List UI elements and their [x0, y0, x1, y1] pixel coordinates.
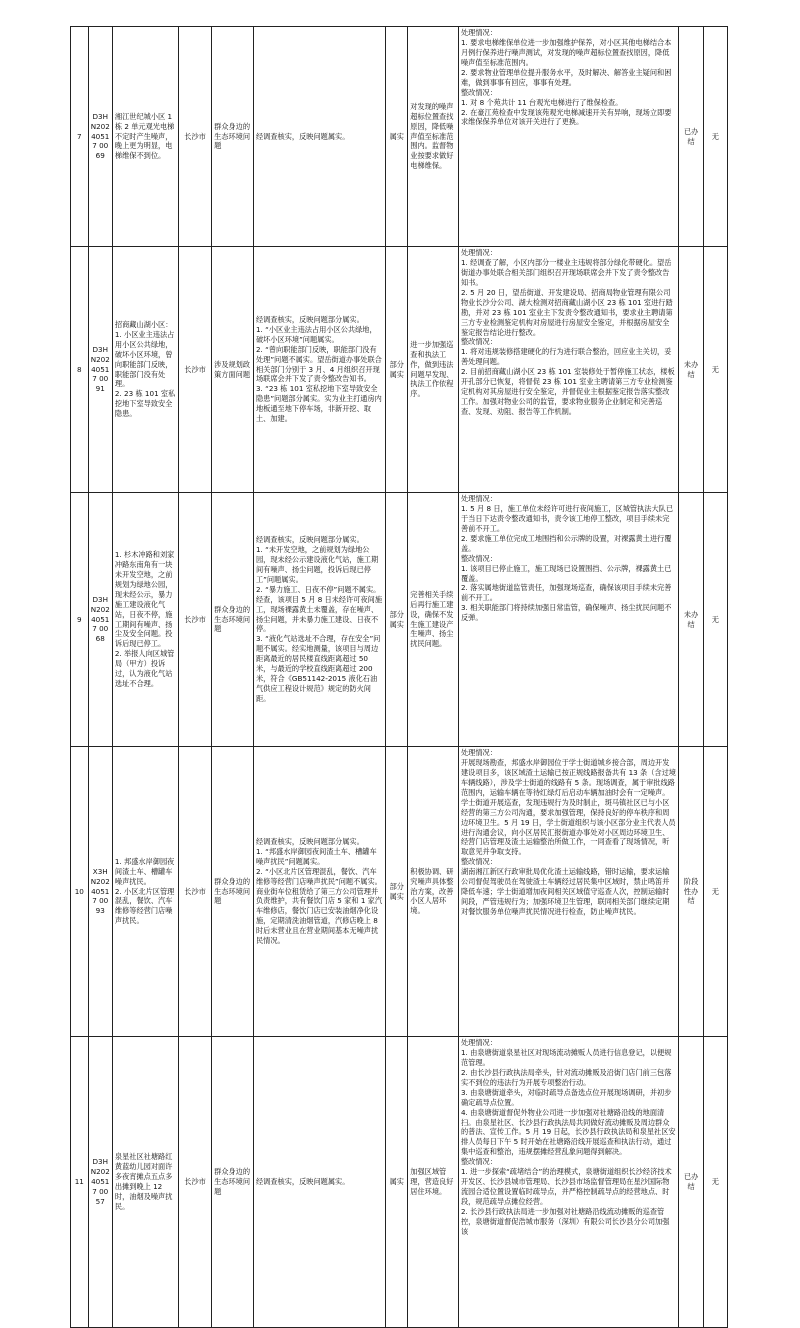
accountability: 无: [703, 27, 727, 247]
truth-status: 部分属实: [386, 747, 408, 1037]
accountability: 无: [703, 493, 727, 747]
table-row: [71, 747, 728, 1037]
verification-result: 经调查核实，反映问题属实。: [253, 27, 385, 247]
verification-result: 经调查核实，反映问题部分属实。 1. “未开发空地，之前规划为绿地公园，现未经公示建设液化气站，施工期间有噪声、扬尘问题，投诉后现已停工”问题属实。 2. “暴力施工、日夜不停”问题不属实。经查，该项目 5 月 8 日未经许可夜间施工，现场裸露黄土未覆盖，存在噪声、扬尘问题，并未暴力施工建设、日夜不停。 3. “液化气站选址不合理，存在安全”问题不属实。经实地测量，该项目与周边距离最近的居民楼直线距离超过 50 米，与最近的学校直线距离超过 200 米，符合《GB51142-2015 液化石油气供应工程设计规范》规定的防火间距。: [253, 493, 385, 747]
handling-and-rectification: 处理情况： 1. 要求电梯维保单位进一步加强维护保养，对小区其他电梯结合本月例行保养进行噪声测试，对发现的噪声超标位置查找原因，降低噪声值至标准范围内。 2. 要求物业管理单位提升服务水平，及时解决、解答业主疑问和困难，做到事事有回应，事事有处理。 整改情况： 1. 对 8 个苑共计 11 台观光电梯进行了维保检查。 2. 在豪江苑检查中发现该苑观光电梯减速开关有异响，现场立即要求维保保养单位对该开关进行了更换。: [458, 27, 678, 247]
region: 长沙市: [179, 493, 212, 747]
complaint-content: 湘江世纪城小区 1 栋 2 单元观光电梯不定时产生噪声，晚上更为明显，电梯维保不到位。: [112, 27, 178, 247]
complaint-table: [70, 26, 728, 1328]
handling-and-rectification: 处理情况： 开展现场勘查，邦盛水岸御园位于学士街道城乡接合部，周边开发建设项目多，该区域渣土运输已按正规线路报备共有 13 条（含过境车辆线路），涉及学士街道的线路有 5 条。现场调查，属于审批线路范围内，运输车辆在等待红绿灯后启动车辆加油时会有一定噪声。学士街道开展巡查，发现违规行为及时制止，斑马镇社区已与小区经营的第三方公司沟通，要求加强管理，保持良好的停车秩序和周边环境卫生。5 月 19 日，学士街道组织与该小区部分业主代表人员进行沟通会议，向小区居民汇报街道办事处对小区周边环境卫生、经营门店管理及渣土运输整治所做工作，一同查看了现场情况，听取意见并争取支持。 整改情况： 湖南湘江新区行政审批局优化渣土运输线路，错时运输，要求运输公司督促驾驶员在驾驶渣土车辆经过居民集中区域时，禁止鸣笛并降低车速；学士街道增加夜间相关区域值守巡查人次，控制运输时间段，严管违规行为；加强环境卫生管理，联同相关部门继续定期对餐饮服务单位噪声扰民情况进行检查，防止噪声扰民。: [458, 747, 678, 1037]
problem-category: 群众身边的生态环境问题: [212, 1037, 254, 1328]
table-row: [71, 493, 728, 747]
handling-and-rectification: 处理情况： 1. 5 月 8 日，施工单位未经许可进行夜间施工，区城管执法大队已于当日下达责令整改通知书，责令该工地停工整改，项目手续未完善前不开工。 2. 要求施工单位完成工地围挡和公示牌的设置，对裸露黄土进行覆盖。 整改情况： 1. 该项目已停止施工，施工现场已设置围挡、公示牌，裸露黄土已覆盖。 2. 落实属地街道监管责任，加强现场巡查，确保该项目手续未完善前不开工。 3. 相关职能部门将持续加强日常监管，确保噪声、扬尘扰民问题不反弹。: [458, 493, 678, 747]
verification-result: 经调查核实，反映问题属实。: [253, 1037, 385, 1328]
table-row: [71, 1037, 728, 1328]
rectification-measures: 完善相关手续后再行施工建设，确保不发生施工建设产生噪声、扬尘扰民问题。: [408, 493, 459, 747]
case-number: 9: [71, 493, 89, 747]
case-code: D3HN20240517 0068: [88, 493, 112, 747]
handling-and-rectification: 处理情况： 1. 由泉塘街道泉星社区对现场流动摊贩人员进行信息登记，以便规范管理。 2. 由长沙县行政执法局牵头，针对流动摊贩及沿街门店门前三包落实不到位的违法行为开展专项整治行动。 3. 由泉塘街道牵头，对临时疏导点备选点位开展现场调研，并初步确定疏导点位置。 4. 由泉塘街道督促外物业公司进一步加强对社塘路沿线的地面清扫。由泉星社区、长沙县行政执法局共同做好流动摊贩及周边群众的普法、宣传工作。5 月 19 日起，长沙县行政执法局和泉星社区安排人员每日下午 5 时开始在社塘路沿线开展巡查和执法行动，通过集中巡查和整治，违规摆摊经营乱象问题得到解决。 整改情况： 1. 进一步探索“疏堵结合”的治理模式，泉塘街道组织长沙经济技术开发区、长沙县城市管理局、长沙县市场监督管理局在星沙国际物流园合适位置设置临时疏导点，并严格控制疏导点的经营地点、时段，规范疏导点摊位经营。 2. 长沙县行政执法局进一步加强对社塘路沿线流动摊贩的巡查管控，泉塘街道督促浩城市服务（深圳）有限公司长沙县分公司加强该: [458, 1037, 678, 1328]
verification-result: 经调查核实，反映问题部分属实。 1. “小区业主违法占用小区公共绿地，破坏小区环境”问题属实。 2. “曾向职能部门反映，职能部门没有处理”问题不属实。望岳街道办事处联合相关部门分别于 3 月、4 月组织召开现场联席会并下发了责令整改告知书。 3. “23 栋 101 室私挖地下室导致安全隐患”问题部分属实。实为业主打通房内地板通至地下停车场，非新开挖、取土、加建。: [253, 247, 385, 493]
region: 长沙市: [179, 747, 212, 1037]
accountability: 无: [703, 247, 727, 493]
rectification-measures: 积极协调、研究噪声具体整治方案，改善小区人居环境。: [408, 747, 459, 1037]
completion-status: 阶段性办结: [679, 747, 703, 1037]
complaint-content: 1. 邦盛水岸御园夜间渣土车、槽罐车噪声扰民。 2. 小区北片区管理混乱，餐饮、汽车维修等经营门店噪声扰民。: [112, 747, 178, 1037]
region: 长沙市: [179, 1037, 212, 1328]
case-code: D3HN20240517 0069: [88, 27, 112, 247]
problem-category: 涉及规划政策方面问题: [212, 247, 254, 493]
accountability: 无: [703, 747, 727, 1037]
accountability: 无: [703, 1037, 727, 1328]
complaint-content: 1. 杉木冲路和刘家冲路东南角有一块未开发空地，之前规划为绿地公园，现未经公示，暴力施工建设液化气站，日夜不停，施工期间有噪声、扬尘及安全问题。投诉后现已停工。 2. 举报人向区城管局（甲方）投诉过，认为液化气站选址不合理。: [112, 493, 178, 747]
problem-category: 群众身边的生态环境问题: [212, 493, 254, 747]
case-code: X3HN20240517 0093: [88, 747, 112, 1037]
truth-status: 部分属实: [386, 493, 408, 747]
completion-status: 未办结: [679, 493, 703, 747]
table-row: [71, 27, 728, 247]
table-row: [71, 247, 728, 493]
case-code: D3HN20240517 0091: [88, 247, 112, 493]
region: 长沙市: [179, 27, 212, 247]
case-number: 7: [71, 27, 89, 247]
truth-status: 部分属实: [386, 247, 408, 493]
verification-result: 经调查核实，反映问题部分属实。 1. “邦盛水岸御园夜间渣土车、槽罐车噪声扰民”问题属实。 2. “小区北片区管理混乱，餐饮、汽车维修等经营门店噪声扰民”问题不属实。商业街车位租赁给了第三方公司管理并负责维护，共有餐饮门店 5 家和 1 家汽车维修店，餐饮门店已安装油烟净化设施，定期清洗油烟管道，汽修店晚上 8 时后未营业且在营业期间基本无噪声扰民情况。: [253, 747, 385, 1037]
complaint-content: 招商藏山湖小区： 1. 小区业主违法占用小区公共绿地，破坏小区环境，曾向职能部门反映，职能部门没有处理。 2. 23 栋 101 室私挖地下室导致安全隐患。: [112, 247, 178, 493]
truth-status: 属实: [386, 27, 408, 247]
rectification-measures: 对发现的噪声超标位置查找原因，降低噪声值至标准范围内。监督物业按要求做好电梯维保。: [408, 27, 459, 247]
case-code: D3HN20240517 0057: [88, 1037, 112, 1328]
case-table: [70, 26, 728, 1328]
region: 长沙市: [179, 247, 212, 493]
rectification-measures: 进一步加强巡查和执法工作，做到违法问题早发现、执法工作依程序。: [408, 247, 459, 493]
handling-and-rectification: 处理情况： 1. 经调查了解，小区内部分一楼业主违规将部分绿化带硬化。望岳街道办事处联合相关部门组织召开现场联席会并下发了责令整改告知书。 2. 5 月 20 日，望岳街道、开发建设局、招商局物业管理有限公司物业长沙分公司、湖大检测对招商藏山湖小区 23 栋 101 室进行踏勘，并对 23 栋 101 室业主下发责令整改通知书，要求业主聘请第三方专业检测鉴定机构对房屋进行房屋安全鉴定，并根据房屋安全鉴定报告结论进行整改。 整改情况： 1. 将对违规装修搭建硬化的行为进行联合整治，回应业主关切，妥善处理问题。 2. 目前招商藏山湖小区 23 栋 101 室装修处于暂停施工状态，楼板开孔部分已恢复，将督促 23 栋 101 室业主聘请第三方专业检测鉴定机构对其房屋进行安全鉴定，并督促业主根据鉴定报告落实整改工作。加强对物业公司的监管，要求物业服务企业制定和完善巡查、发现、劝阻、报告等工作机制。: [458, 247, 678, 493]
case-number: 11: [71, 1037, 89, 1328]
case-number: 8: [71, 247, 89, 493]
rectification-measures: 加强区域管理，营造良好居住环境。: [408, 1037, 459, 1328]
case-number: 10: [71, 747, 89, 1037]
table-body: [71, 27, 728, 1328]
problem-category: 群众身边的生态环境问题: [212, 27, 254, 247]
completion-status: 已办结: [679, 1037, 703, 1328]
truth-status: 属实: [386, 1037, 408, 1328]
problem-category: 群众身边的生态环境问题: [212, 747, 254, 1037]
complaint-content: 泉星社区社塘路红黄蓝幼儿园对面许多夜宵摊点五点多出摊到晚上 12 时，油烟及噪声扰民。: [112, 1037, 178, 1328]
completion-status: 未办结: [679, 247, 703, 493]
completion-status: 已办结: [679, 27, 703, 247]
